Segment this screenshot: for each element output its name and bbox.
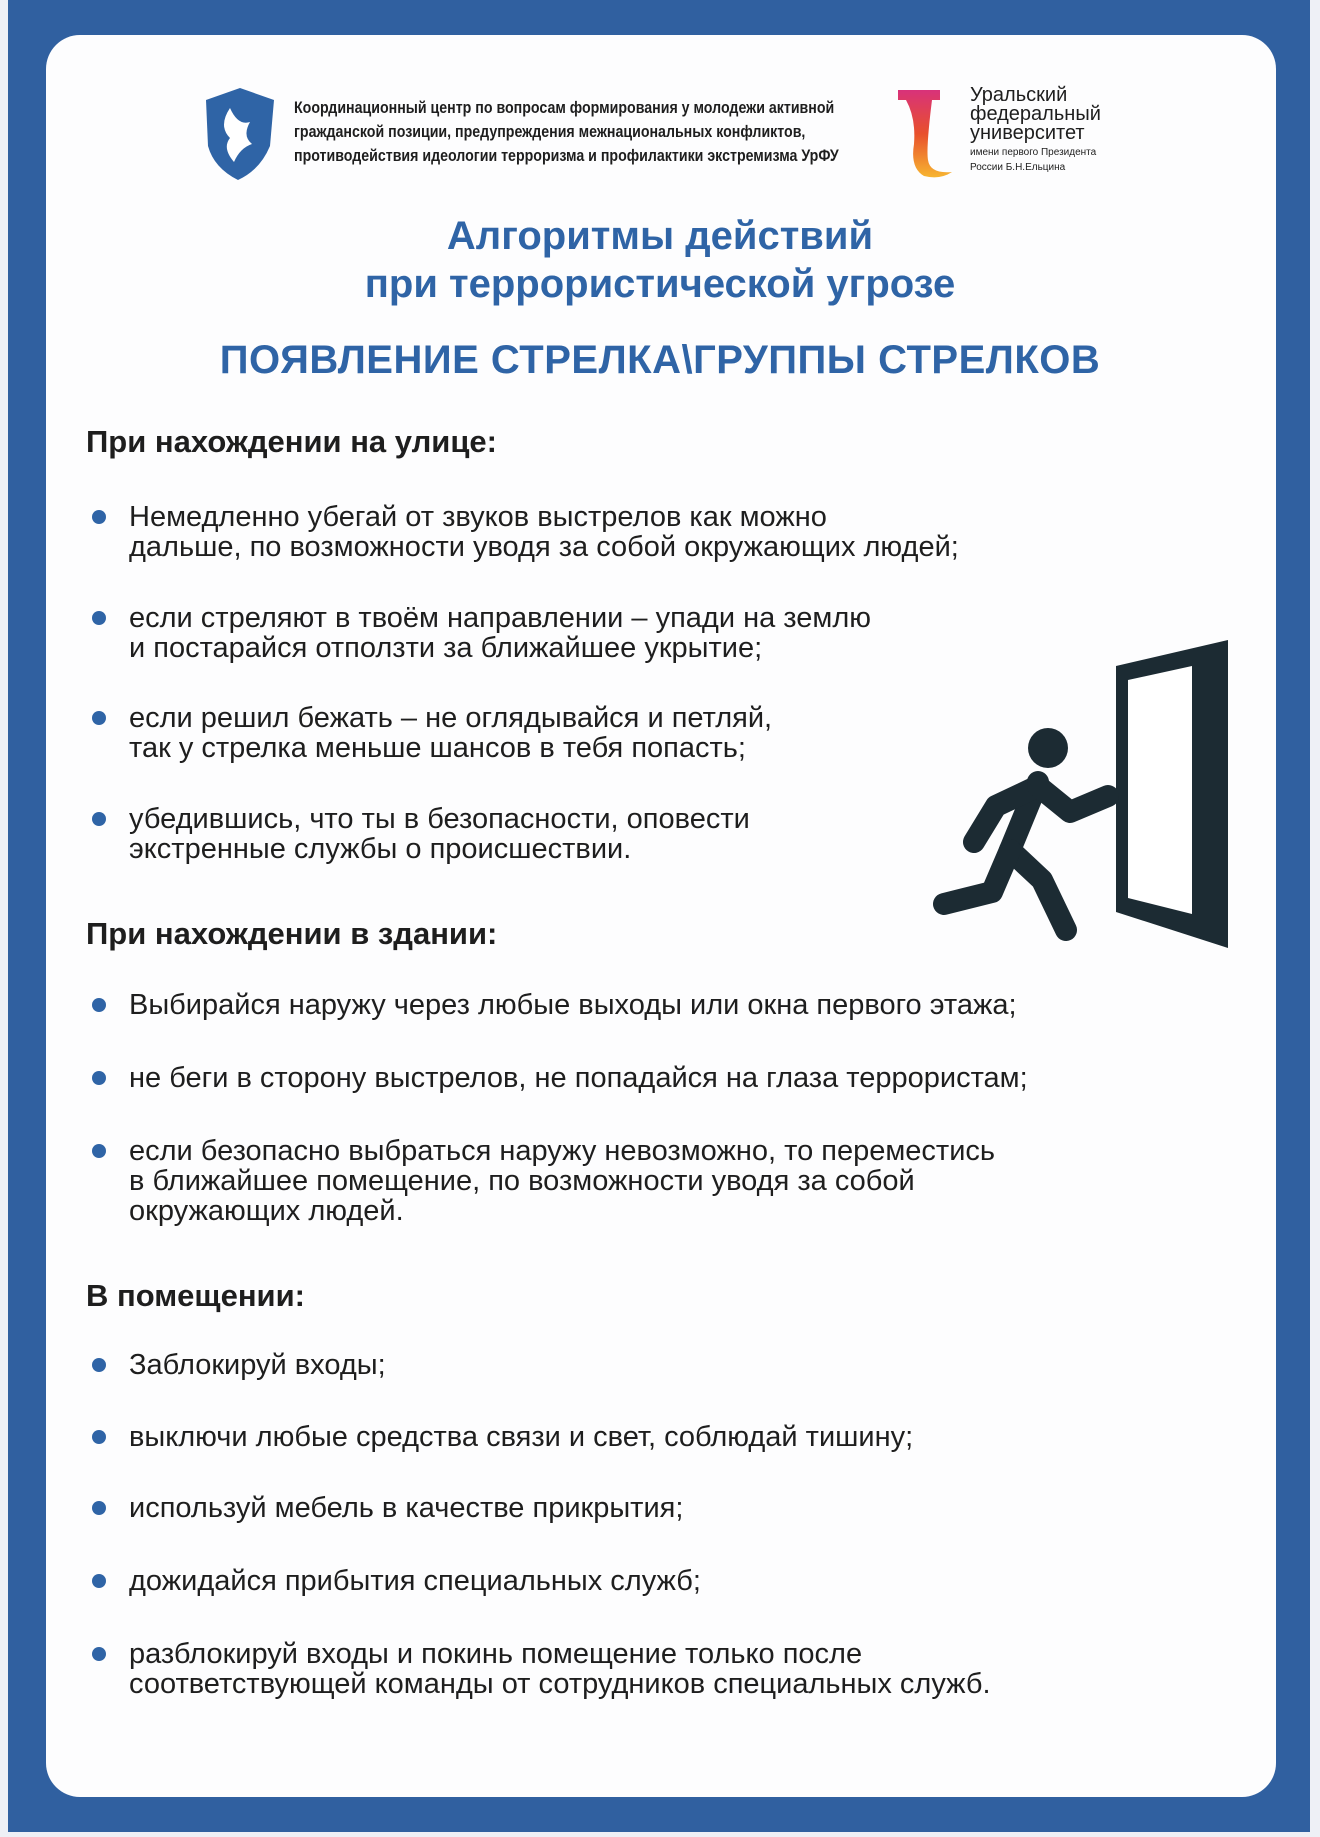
title-line: Алгоритмы действий	[446, 214, 874, 258]
org-line: противодействия идеологии терроризма и профилактики экстремизма УрФУ	[294, 147, 839, 165]
item-line: соответствующей команды от сотрудников специальных служб.	[129, 1668, 991, 1700]
page-title	[0, 212, 1320, 308]
urfu-line: университет	[970, 122, 1085, 144]
item-line: и постарайся отползти за ближайшее укрытие;	[129, 632, 763, 664]
list-item	[129, 603, 871, 663]
list-item	[129, 502, 959, 562]
section-heading-room: В помещении:	[86, 1278, 305, 1313]
item-line: если решил бежать – не оглядывайся и петляй,	[129, 702, 773, 734]
organization-name	[294, 96, 839, 168]
bullet-icon	[92, 1647, 106, 1661]
item-line: убедившись, что ты в безопасности, оповести	[129, 803, 750, 835]
item-line: окружающих людей.	[129, 1195, 404, 1227]
urfu-line: федеральный	[970, 103, 1101, 125]
item-line: если безопасно выбраться наружу невозможно, то переместись	[129, 1135, 996, 1167]
bullet-icon	[92, 1430, 106, 1444]
item-line: экстренные службы о происшествии.	[129, 833, 632, 865]
urfu-logo-mark	[896, 88, 958, 180]
bullet-icon	[92, 1574, 106, 1588]
item-line: если стреляют в твоём направлении – упади на землю	[129, 602, 872, 634]
list-item	[129, 1493, 683, 1523]
bullet-icon	[92, 1501, 106, 1515]
item-line: Заблокируй входы;	[129, 1349, 386, 1381]
page-subtitle: ПОЯВЛЕНИЕ СТРЕЛКА\ГРУППЫ СТРЕЛКОВ	[219, 338, 1101, 382]
list-item	[129, 1136, 995, 1226]
list-item	[129, 703, 772, 763]
list-item	[129, 990, 1017, 1020]
list-item	[129, 1422, 913, 1452]
item-line: в ближайшее помещение, по возможности уводя за собой	[129, 1165, 915, 1197]
bullet-icon	[92, 1071, 106, 1085]
list-item	[129, 1063, 1028, 1093]
bullet-icon	[92, 1358, 106, 1372]
title-line: при террористической угрозе	[364, 262, 956, 306]
bullet-icon	[92, 812, 106, 826]
bullet-icon	[92, 510, 106, 524]
item-line: так у стрелка меньше шансов в тебя попасть;	[129, 732, 746, 764]
item-line: дожидайся прибытия специальных служб;	[129, 1565, 701, 1597]
item-line: разблокируй входы и покинь помещение только после	[129, 1638, 863, 1670]
section-heading-building: При нахождении в здании:	[86, 916, 498, 951]
urfu-subline: имени первого Президента	[970, 147, 1097, 158]
bullet-icon	[92, 611, 106, 625]
running-person-exit-icon	[930, 636, 1234, 952]
item-line: используй мебель в качестве прикрытия;	[129, 1492, 684, 1524]
coordination-center-shield-logo	[200, 86, 278, 182]
org-line: Координационный центр по вопросам формирования у молодежи активной	[294, 99, 835, 117]
bullet-icon	[92, 998, 106, 1012]
urfu-subline: России Б.Н.Ельцина	[970, 162, 1066, 173]
urfu-name	[970, 86, 1101, 173]
list-item	[129, 804, 750, 864]
org-line: гражданской позиции, предупреждения межнациональных конфликтов,	[294, 123, 806, 141]
list-item	[129, 1350, 386, 1380]
section-heading-street: При нахождении на улице:	[86, 424, 497, 459]
list-item	[129, 1566, 701, 1596]
item-line: не беги в сторону выстрелов, не попадайся на глаза террористам;	[129, 1062, 1028, 1094]
item-line: Выбирайся наружу через любые выходы или окна первого этажа;	[129, 989, 1017, 1021]
item-line: выключи любые средства связи и свет, соблюдай тишину;	[129, 1421, 914, 1453]
bullet-icon	[92, 1144, 106, 1158]
list-item	[129, 1639, 991, 1699]
bullet-icon	[92, 711, 106, 725]
urfu-line: Уральский	[970, 84, 1068, 106]
item-line: Немедленно убегай от звуков выстрелов как можно	[129, 501, 827, 533]
item-line: дальше, по возможности уводя за собой окружающих людей;	[129, 531, 959, 563]
